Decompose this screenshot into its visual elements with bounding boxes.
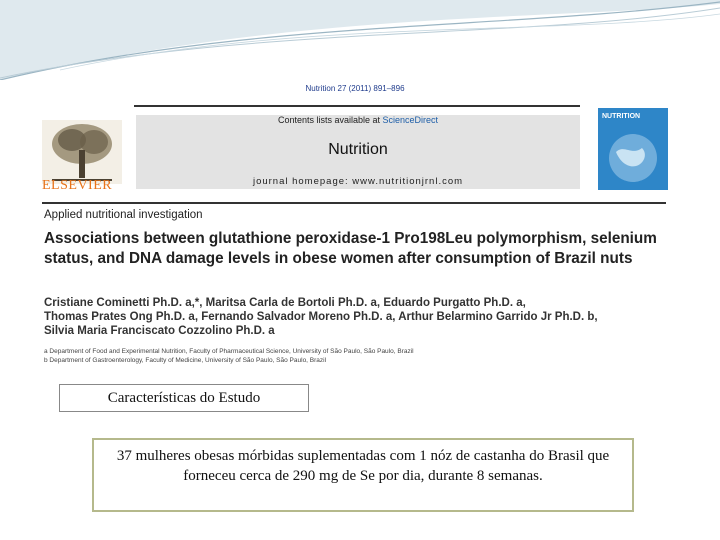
journal-homepage: journal homepage: www.nutritionjrnl.com: [252, 176, 464, 187]
contents-prefix: Contents lists available at: [277, 115, 383, 125]
article-rule: [42, 202, 666, 204]
study-characteristics-label: Características do Estudo: [59, 384, 309, 412]
globe-icon: [602, 128, 664, 184]
article-authors: [44, 296, 670, 338]
authors-line: Silvia Maria Franciscato Cozzolino Ph.D. a: [44, 325, 275, 337]
study-description: 37 mulheres obesas mórbidas suplementadas com 1 nóz de castanha do Brasil que forneceu cerca de 290 mg de Se por dia, durante 8 semanas.: [92, 438, 634, 512]
sciencedirect-link[interactable]: ScienceDirect: [382, 115, 439, 125]
affiliation-b: b Department of Gastroenterology, Faculty of Medicine, University of São Paulo, São Paulo, Brazil: [44, 357, 327, 364]
journal-cover: [598, 108, 668, 190]
paper-header-image: [38, 78, 672, 370]
contents-line: [136, 115, 580, 125]
affiliation-a: a Department of Food and Experimental Nutrition, Faculty of Pharmaceutical Science, University of São Paulo, São Paulo, Brazil: [44, 348, 414, 355]
header-swoosh: [0, 0, 720, 80]
publisher-name: ELSEVIER: [42, 178, 113, 193]
article-title: Associations between glutathione peroxidase-1 Pro198Leu polymorphism, selenium status, and DNA damage levels in obese women after consumption of Brazil nuts: [44, 230, 657, 267]
cover-title: NUTRITION: [602, 113, 641, 120]
authors-line: Thomas Prates Ong Ph.D. a, Fernando Salvador Moreno Ph.D. a, Arthur Belarmino Garrido Jr Ph.D. b,: [44, 311, 598, 323]
journal-name: Nutrition: [328, 141, 388, 158]
header-rule: [134, 105, 580, 107]
authors-line: Cristiane Cominetti Ph.D. a,*, Maritsa Carla de Bortoli Ph.D. a, Eduardo Purgatto Ph.D. a,: [44, 297, 526, 309]
article-category: Applied nutritional investigation: [44, 209, 203, 221]
affiliations: [44, 347, 670, 365]
journal-citation: Nutrition 27 (2011) 891–896: [305, 84, 405, 93]
journal-banner: [136, 115, 580, 189]
